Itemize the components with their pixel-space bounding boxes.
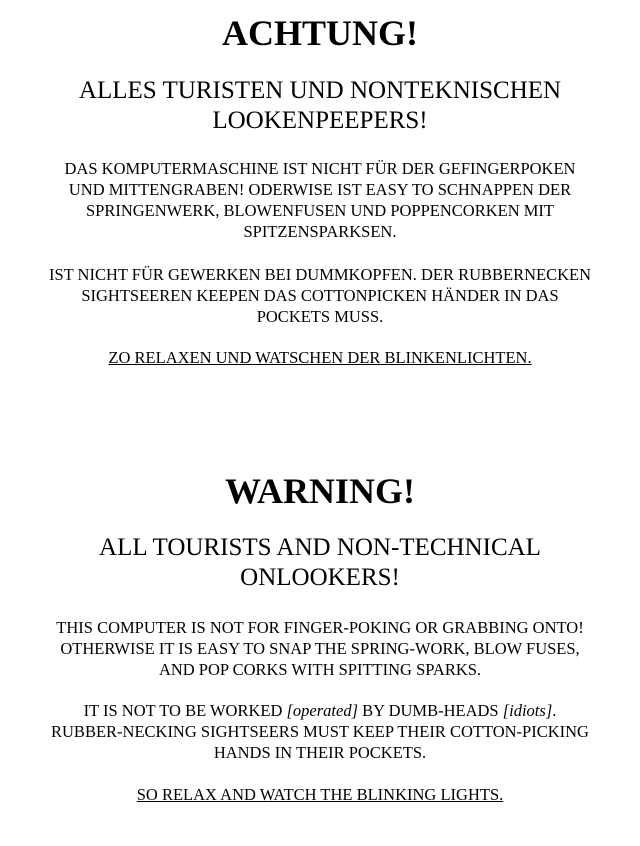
english-closing-text: SO RELAX AND WATCH THE BLINKING LIGHTS. — [136, 785, 504, 804]
german-closing-text: ZO RELAXEN UND WATSCHEN DER BLINKENLICHTEN. — [108, 348, 532, 367]
german-paragraph-1 — [0, 158, 640, 242]
english-annotation-idiots: [idiots] — [502, 701, 553, 720]
english-paragraph-1 — [0, 617, 640, 680]
german-paragraph-line: POCKETS MUSS. — [256, 307, 384, 326]
german-subhead — [0, 76, 640, 136]
german-subhead-line: ALLES TURISTEN UND NONTEKNISCHEN — [78, 77, 562, 104]
english-subhead-line: ALL TOURISTS AND NON-TECHNICAL — [99, 534, 541, 561]
german-paragraph-line: DAS KOMPUTERMASCHINE IST NICHT FÜR DER GEFINGERPOKEN — [64, 159, 576, 178]
german-paragraph-2 — [0, 264, 640, 327]
english-paragraph-line: RUBBER-NECKING SIGHTSEERS MUST KEEP THEIR COTTON-PICKING — [51, 722, 589, 741]
english-paragraph-line — [0, 700, 640, 721]
english-subhead — [0, 533, 640, 593]
german-paragraph-line: UND MITTENGRABEN! ODERWISE IST EASY TO SCHNAPPEN DER — [68, 180, 572, 199]
english-subhead-line: ONLOOKERS! — [240, 564, 400, 591]
english-annotation-operated: [operated] — [286, 701, 359, 720]
english-headline: WARNING! — [224, 471, 415, 511]
german-paragraph-line: IST NICHT FÜR GEWERKEN BEI DUMMKOPFEN. DER RUBBERNECKEN — [48, 265, 592, 284]
english-paragraph-text: IT IS NOT TO BE WORKED — [83, 701, 287, 720]
english-paragraph-line: THIS COMPUTER IS NOT FOR FINGER-POKING OR GRABBING ONTO! — [56, 618, 584, 637]
english-paragraph-2 — [0, 700, 640, 763]
english-paragraph-text: . — [552, 701, 557, 720]
german-paragraph-line: SIGHTSEEREN KEEPEN DAS COTTONPICKEN HÄNDER IN DAS — [81, 286, 559, 305]
english-paragraph-line: AND POP CORKS WITH SPITTING SPARKS. — [158, 660, 482, 679]
german-subhead-line: LOOKENPEEPERS! — [212, 107, 428, 134]
german-closing-line — [0, 347, 640, 368]
german-headline: ACHTUNG! — [222, 13, 418, 53]
english-paragraph-line: OTHERWISE IT IS EASY TO SNAP THE SPRING-WORK, BLOW FUSES, — [60, 639, 580, 658]
english-paragraph-line: HANDS IN THEIR POCKETS. — [213, 743, 427, 762]
english-closing-line — [0, 784, 640, 805]
german-paragraph-line: SPRINGENWERK, BLOWENFUSEN UND POPPENCORKEN MIT — [86, 201, 554, 220]
german-paragraph-line: SPITZENSPARKSEN. — [243, 222, 397, 241]
english-paragraph-text: BY DUMB-HEADS — [358, 701, 503, 720]
